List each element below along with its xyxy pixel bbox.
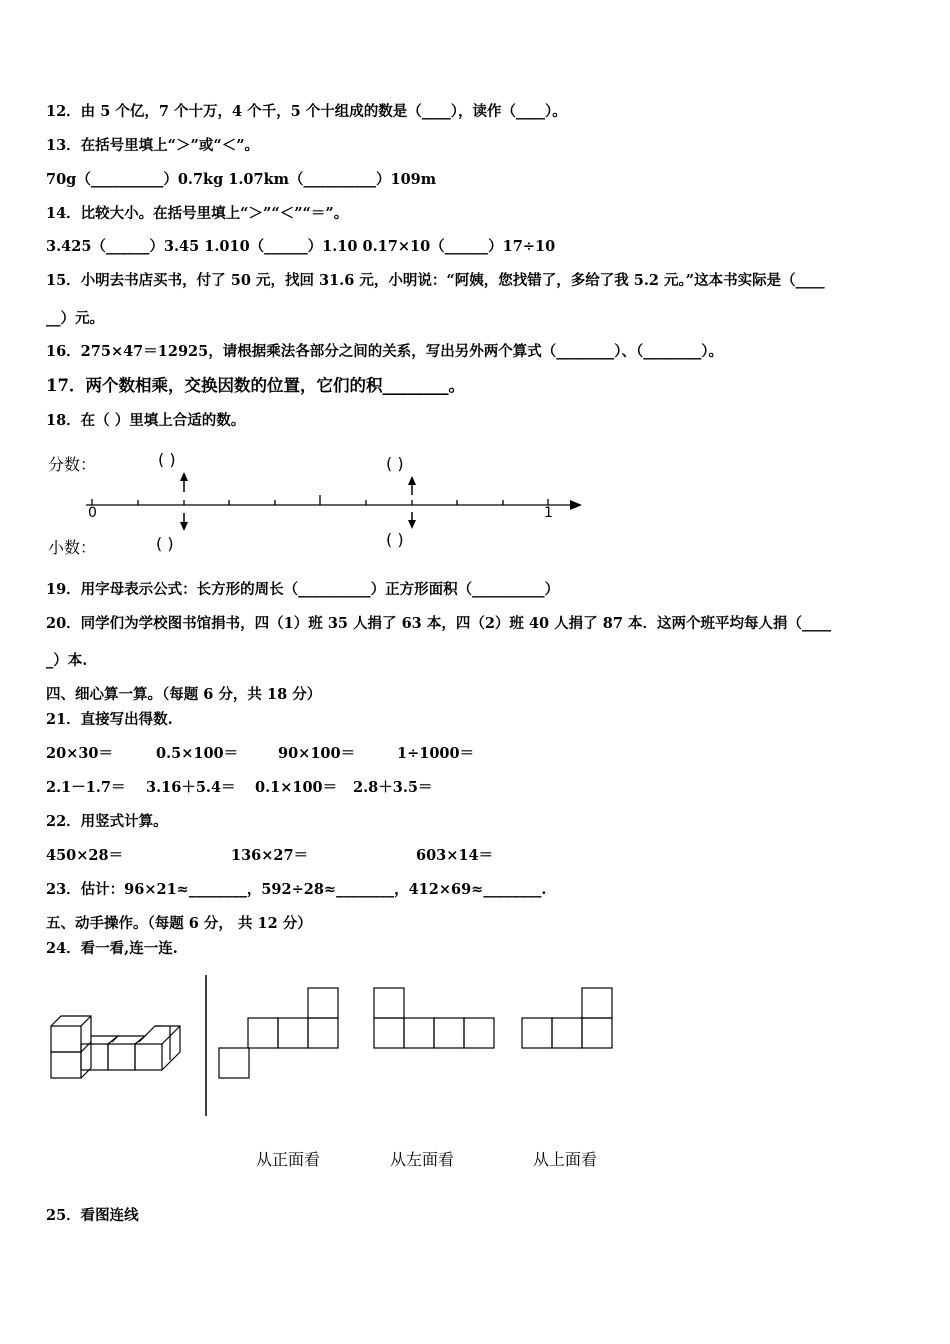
- question-14: 14．比较大小。在括号里填上“＞”“＜”“＝”。: [46, 205, 349, 222]
- calc-item: 2.1－1.7＝: [46, 779, 126, 796]
- fraction-blank-2: ( ): [386, 454, 404, 473]
- decimal-label: 小数：: [48, 538, 97, 557]
- view-label-top: 从上面看: [533, 1150, 598, 1169]
- fraction-label: 分数：: [48, 455, 97, 474]
- question-14-line: 3.425（______）3.45 1.010（______）1.10 0.17×10（______）17÷10: [46, 238, 556, 255]
- question-22: 22．用竖式计算。: [46, 813, 168, 830]
- view-label-left: 从左面看: [390, 1150, 455, 1169]
- question-25: 25．看图连线: [46, 1207, 139, 1224]
- view-shape-2: [374, 988, 494, 1048]
- question-12: 12．由 5 个亿，7 个十万，4 个千，5 个十组成的数是（____），读作（____）。: [46, 103, 567, 120]
- question-16: 16．275×47＝12925，请根据乘法各部分之间的关系，写出另外两个算式（________）、（________）。: [46, 343, 723, 360]
- section-4-heading: 四、细心算一算。（每题 6 分，共 18 分）: [46, 686, 322, 703]
- view-shape-1: [219, 988, 338, 1078]
- fraction-blank-1: ( ): [158, 450, 176, 469]
- section-5-heading: 五、动手操作。（每题 6 分， 共 12 分）: [46, 915, 312, 932]
- start-label: 0: [88, 505, 97, 521]
- question-21: 21．直接写出得数.: [46, 711, 173, 728]
- calc-item: 0.5×100＝: [156, 745, 239, 762]
- calc-item: 2.8＋3.5＝: [353, 779, 433, 796]
- view-shape-3: [522, 988, 612, 1048]
- question-18: 18．在（ ）里填上合适的数。: [46, 412, 246, 429]
- vertical-calc-item: 450×28＝: [46, 847, 124, 864]
- cube-solid-drawing: [51, 1016, 180, 1078]
- question-15: 15．小明去书店买书，付了 50 元，找回 31.6 元，小明说：“阿姨，您找错了，多给了我 5.2 元。”这本书实际是（____: [46, 272, 825, 289]
- question-13-line: 70g（__________）0.7kg 1.07km（__________）109m: [46, 171, 437, 188]
- vertical-calc-item: 603×14＝: [416, 847, 494, 864]
- vertical-calc-item: 136×27＝: [231, 847, 309, 864]
- end-label: 1: [544, 505, 553, 521]
- calc-item: 1÷1000＝: [397, 745, 475, 762]
- question-20: 20．同学们为学校图书馆捐书，四（1）班 35 人捐了 63 本，四（2）班 40 人捐了 87 本．这两个班平均每人捐（____: [46, 615, 831, 632]
- question-17: 17．两个数相乘，交换因数的位置，它们的积________。: [46, 376, 465, 395]
- calc-item: 0.1×100＝: [255, 779, 338, 796]
- question-13: 13．在括号里填上“＞”或“＜”。: [46, 137, 260, 154]
- calc-item: 20×30＝: [46, 745, 114, 762]
- decimal-blank-1: ( ): [156, 534, 174, 553]
- decimal-blank-2: ( ): [386, 530, 404, 549]
- question-20-cont: _）本.: [46, 652, 88, 669]
- question-15-cont: __）元。: [46, 310, 104, 327]
- question-23: 23．估计：96×21≈________，592÷28≈________，412×69≈________.: [46, 881, 547, 898]
- calc-item: 90×100＝: [278, 745, 356, 762]
- question-19: 19．用字母表示公式：长方形的周长（__________）正方形面积（__________）: [46, 581, 560, 598]
- view-label-front: 从正面看: [256, 1150, 321, 1169]
- question-24: 24．看一看,连一连.: [46, 940, 178, 957]
- calc-item: 3.16＋5.4＝: [146, 779, 236, 796]
